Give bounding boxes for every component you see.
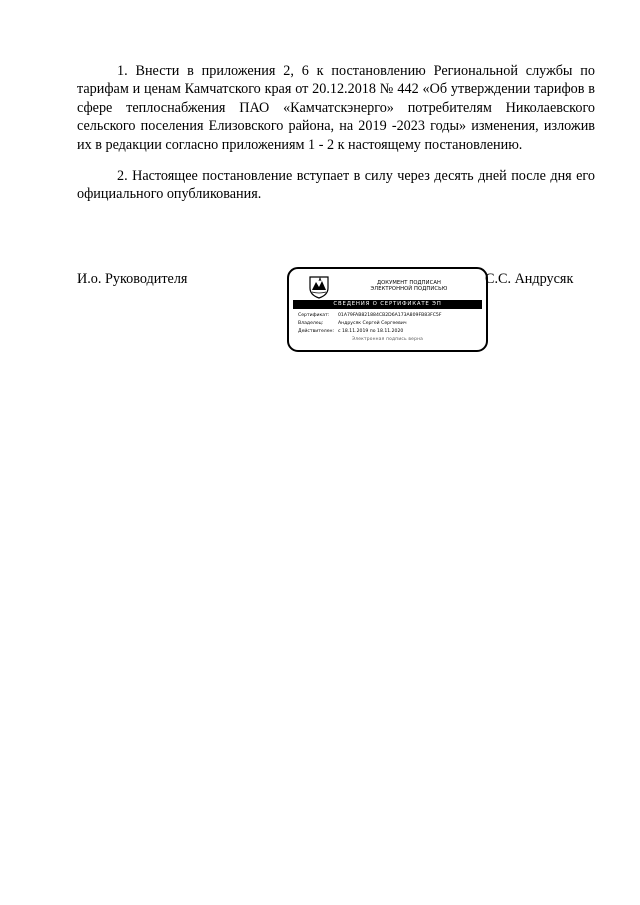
signer-title: И.о. Руководителя <box>77 271 188 287</box>
owner-label: Владелец: <box>298 321 324 326</box>
certificate-value: 01A79FAB821884CB2D6A173A809FB83FC5F <box>338 313 442 318</box>
kamchatka-coat-of-arms-icon <box>308 275 330 299</box>
validity-value: с 18.11.2019 по 18.11.2020 <box>338 329 404 334</box>
electronic-signature-stamp <box>287 267 488 352</box>
certificate-label: Сертификат: <box>298 313 330 318</box>
stamp-certificate-bar: СВЕДЕНИЯ О СЕРТИФИКАТЕ ЭП <box>293 300 482 309</box>
stamp-footer: Электронная подпись верна <box>351 337 424 342</box>
stamp-owner-row <box>298 321 407 327</box>
paragraph-1: 1. Внести в приложения 2, 6 к постановлению Региональной службы по тарифам и ценам Камчатского края от 20.12.2018 № 442 «Об утверждении тарифов в сфере теплоснабжения ПАО «Камчатскэнерго» потребителям Николаевского сельского поселения Елизовского района, на 2019 -2023 годы» изменения, изложив их в редакции согласно приложениям 1 - 2 к настоящему постановлению. <box>77 63 595 153</box>
stamp-validity-row <box>298 329 403 335</box>
paragraph-2: 2. Настоящее постановление вступает в силу через десять дней после дня его официального опубликования. <box>77 168 595 203</box>
signer-name: С.С. Андрусяк <box>485 271 574 287</box>
stamp-header-line-2: ЭЛЕКТРОННОЙ ПОДПИСЬЮ <box>370 286 448 293</box>
stamp-header-line-1: ДОКУМЕНТ ПОДПИСАН <box>376 280 442 286</box>
owner-value: Андрусяк Сергей Сергеевич <box>338 321 407 326</box>
stamp-certificate-row <box>298 313 442 319</box>
stamp-header <box>349 280 469 293</box>
validity-label: Действителен: <box>298 329 335 334</box>
